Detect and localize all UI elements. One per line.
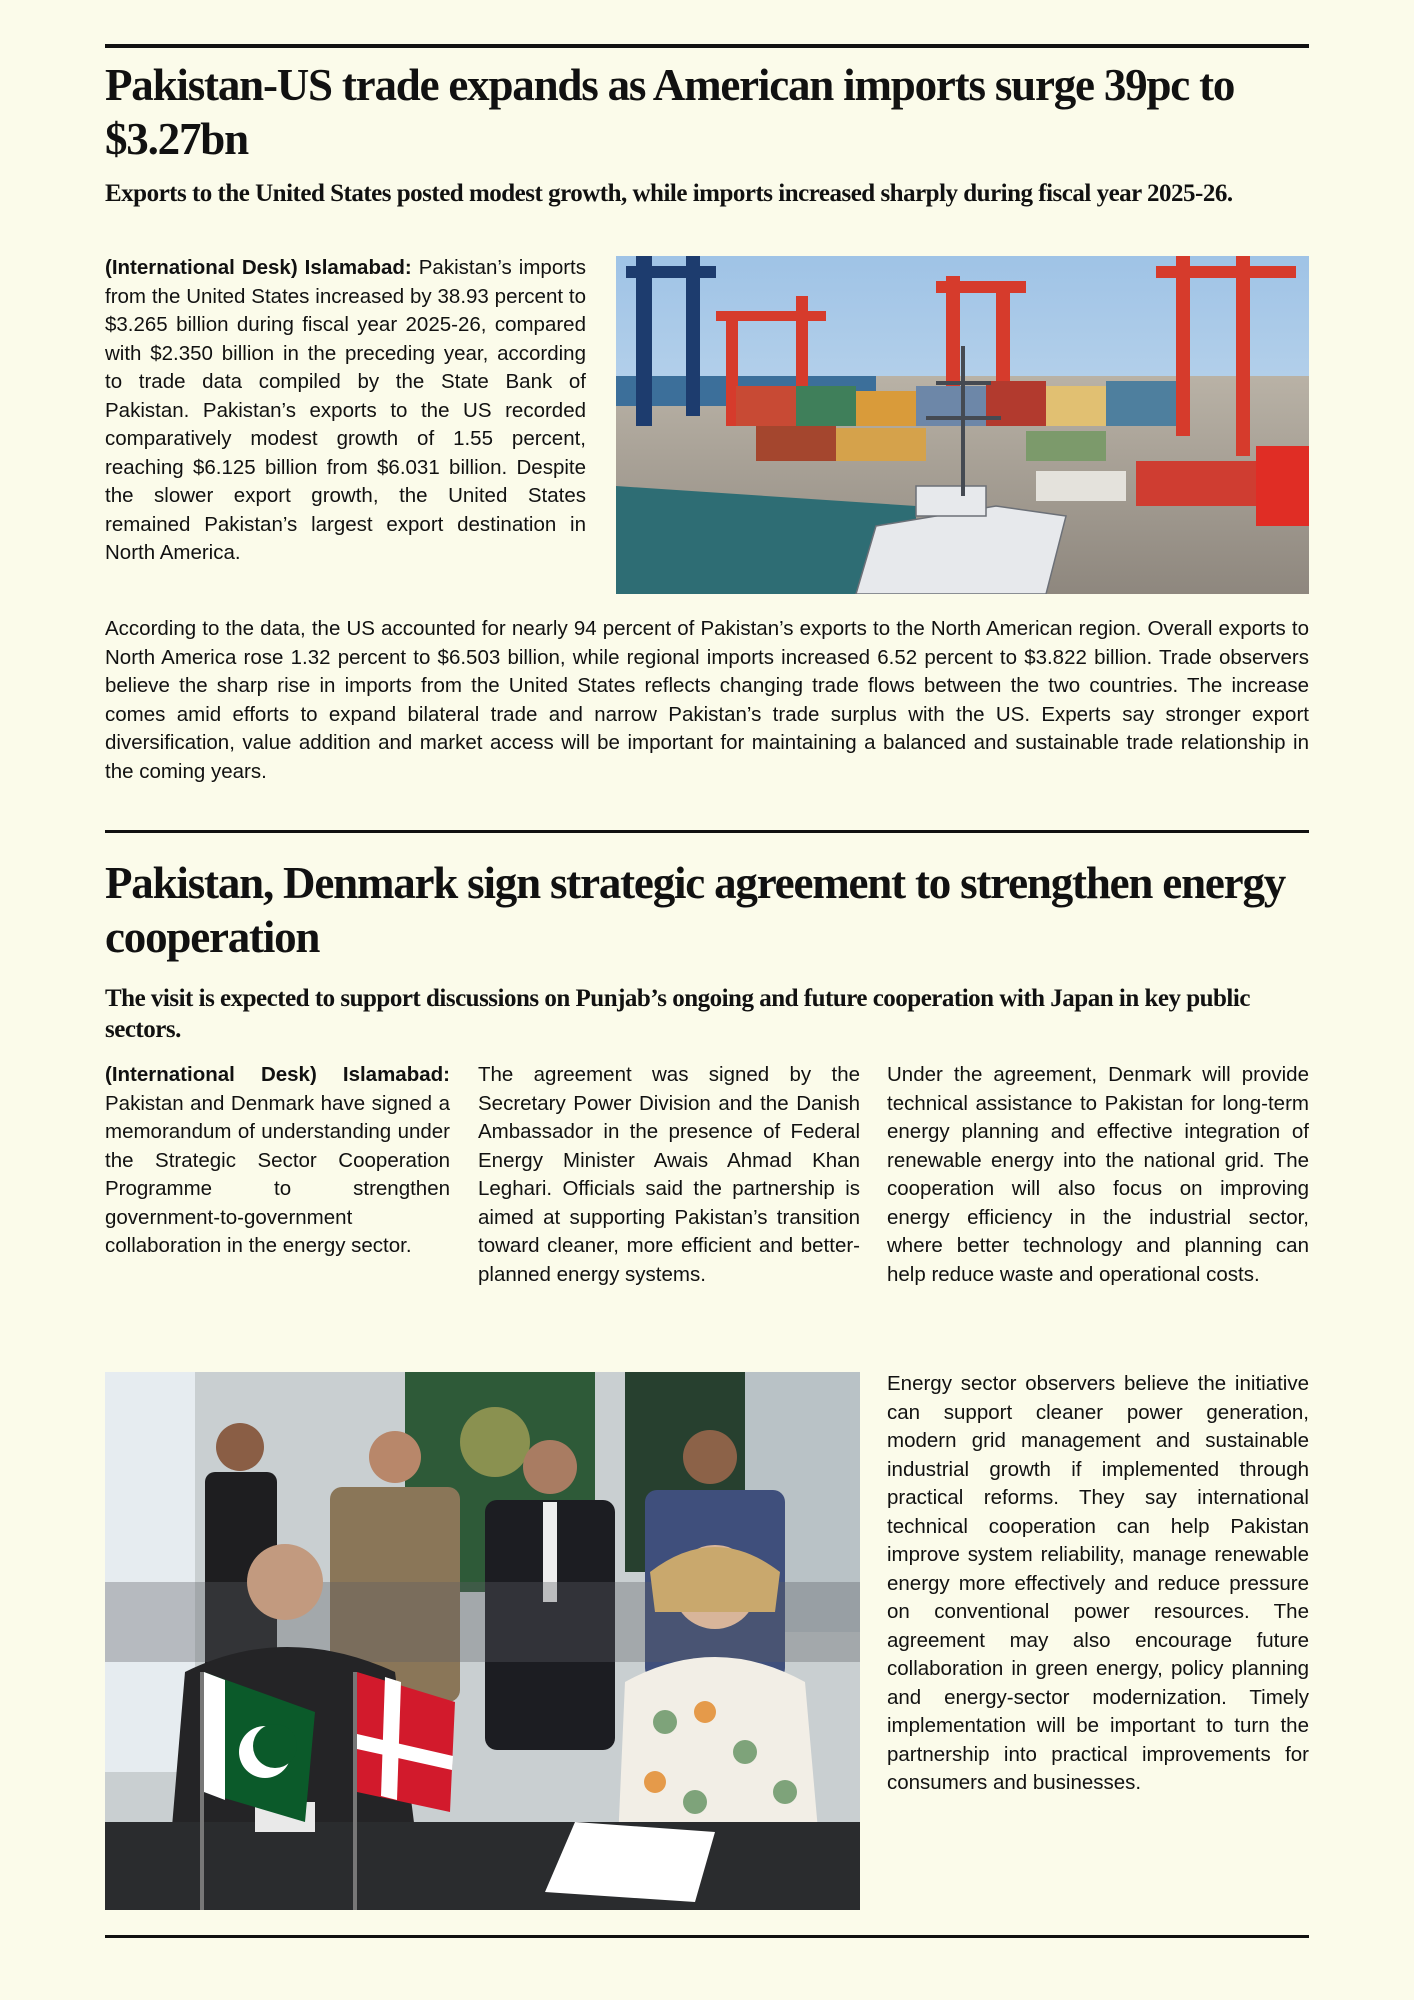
signing-ceremony-photo [105, 1372, 860, 1910]
article2-col2: The agreement was signed by the Secretary Power Division and the Danish Ambassador in the presence of Federal Energy Minister Awais Ahmad Khan Leghari. Officials said the partnership is aimed at supporting Pakistan’s transition toward cleaner, more efficient and better-planned energy systems. [478, 1063, 860, 1286]
article2-col1-text: Pakistan and Denmark have signed a memorandum of understanding under the Strategic Sector Cooperation Programme to strengthen government-to-government collaboration in the energy sector. [105, 1091, 450, 1257]
article1-deck: Exports to the United States posted modest growth, while imports increased sharply during fiscal year 2025-26. [105, 180, 1233, 207]
article1-para2: According to the data, the US accounted for nearly 94 percent of Pakistan’s exports to the North American region. Overall exports to North America rose 1.32 percent to $6.503 billion, while regional imports increased 6.52 percent to $3.822 billion. Trade observers believe the sharp rise in imports from the United States reflects changing trade flows between the two countries. The increase comes amid efforts to expand bilateral trade and narrow Pakistan’s trade surplus with the US. Experts say stronger export diversification, value addition and market access will be important for maintaining a balanced and sustainable trade relationship in the coming years. [105, 617, 1309, 783]
article2-col3a: Under the agreement, Denmark will provide technical assistance to Pakistan for long-term energy planning and effective integration of renewable energy into the national grid. The cooperation will also focus on improving energy efficiency in the industrial sector, where better technology and planning can help reduce waste and operational costs. [887, 1063, 1309, 1286]
bottom-rule [105, 1935, 1309, 1938]
section-divider [105, 830, 1309, 833]
article1-headline: Pakistan-US trade expands as American imports surge 39pc to $3.27bn [105, 60, 1235, 164]
article2-headline: Pakistan, Denmark sign strategic agreement to strengthen energy cooperation [105, 858, 1286, 962]
port-container-photo [616, 256, 1309, 594]
article2-col1 [105, 1061, 450, 1261]
article1-para1: Pakistan’s imports from the United States increased by 38.93 percent to $3.265 billion during fiscal year 2025-26, compared with $2.350 billion in the preceding year, according to trade data compiled by the State Bank of Pakistan. Pakistan’s exports to the US recorded comparatively modest growth of 1.55 percent, reaching $6.125 billion from $6.031 billion. Despite the slower export growth, the United States remained Pakistan’s largest export destination in North America. [105, 256, 587, 564]
article2-deck: The visit is expected to support discussions on Punjab’s ongoing and future cooperation with Japan in key public sectors. [105, 985, 1250, 1043]
article1-dateline: (International Desk) Islamabad: [105, 256, 412, 279]
article2-col3b: Energy sector observers believe the initiative can support cleaner power generation, modern grid management and sustainable industrial growth if implemented through practical reforms. They say international technical cooperation can help Pakistan improve system reliability, manage renewable energy more effectively and reduce pressure on conventional power resources. The agreement may also encourage future collaboration in green energy, policy planning and energy-sector modernization. Timely implementation will be important to turn the partnership into practical improvements for consumers and businesses. [887, 1372, 1309, 1794]
article1-intro-paragraph [105, 254, 586, 568]
top-rule [105, 44, 1309, 48]
article2-dateline: (International Desk) Islamabad: [105, 1063, 450, 1086]
